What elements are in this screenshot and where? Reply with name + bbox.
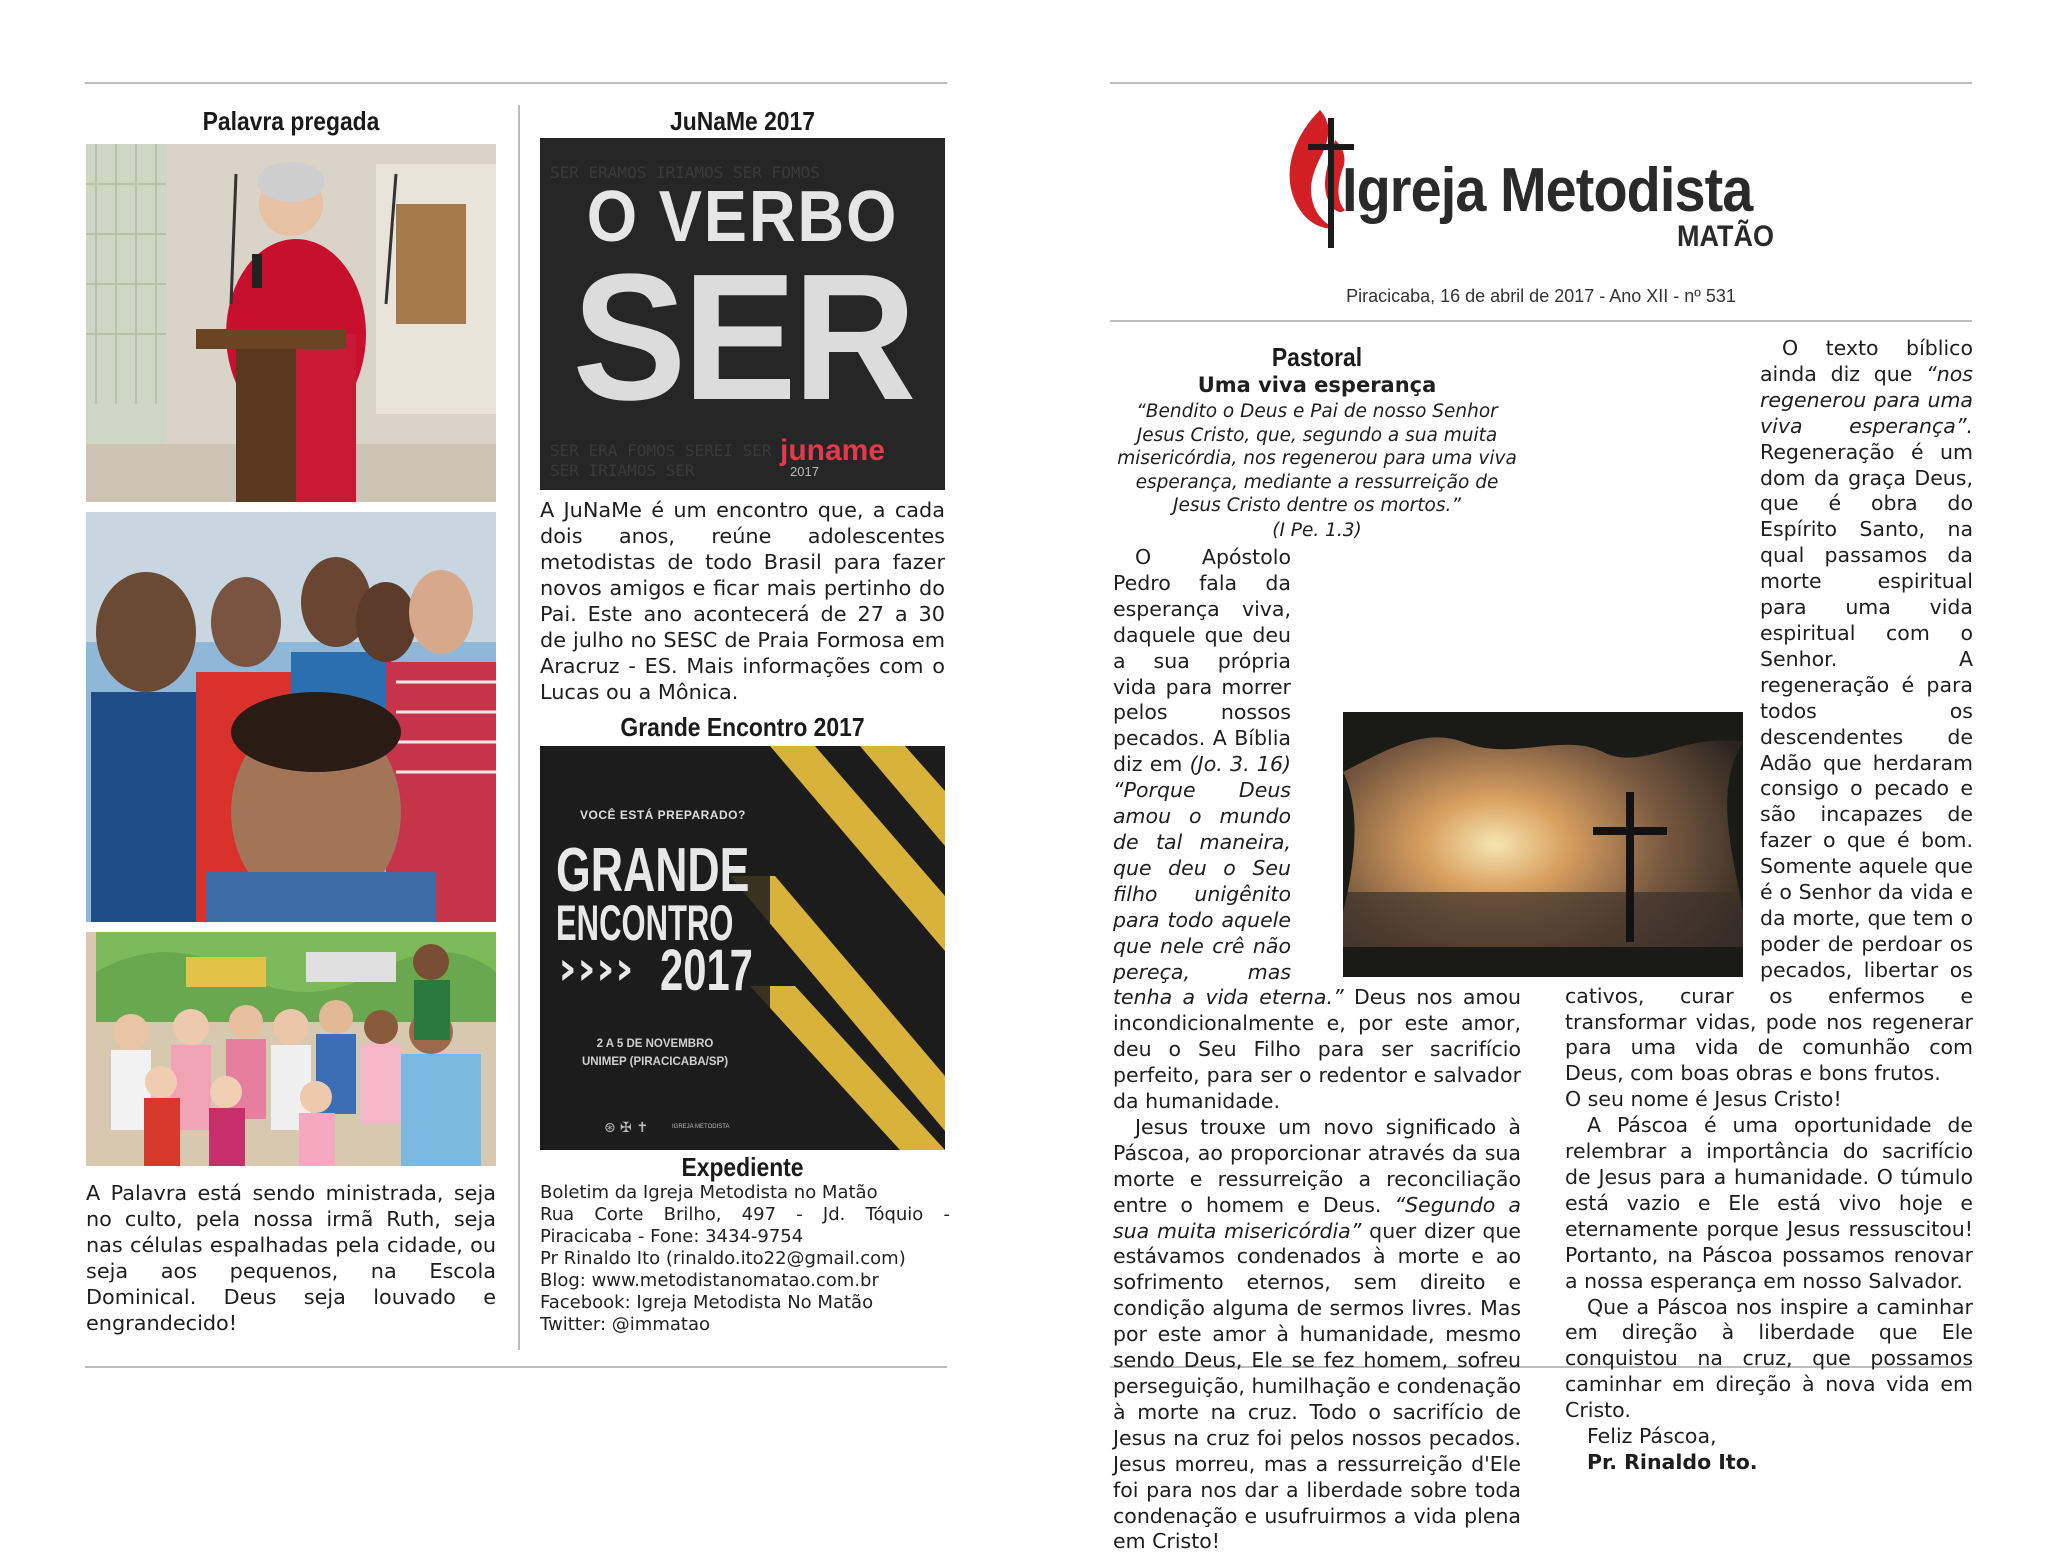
- image-float-space-2: [1565, 699, 1760, 972]
- expediente-line-1: Boletim da Igreja Metodista no Matão: [540, 1182, 878, 1203]
- pastoral-article-title: Uma viva esperança: [1197, 373, 1437, 397]
- expediente-line-5: Blog: www.metodistanomatao.com.br: [540, 1270, 879, 1291]
- pastoral-flow-col1: [1113, 545, 1521, 1554]
- poster-bg-text-1: SER ERAMOS IRIAMOS SER FOMOS: [550, 163, 820, 182]
- ge-poster-arrows: ››››: [558, 941, 634, 995]
- juname-poster-brand: juname: [780, 434, 886, 467]
- pastoral-verse-ref: (I Pe. 1.3): [1272, 520, 1362, 541]
- expediente-line-4: Pr Rinaldo Ito (rinaldo.ito22@gmail.com): [540, 1248, 906, 1269]
- preacher-image: [86, 144, 496, 502]
- paragraph-1: O Apóstolo Pedro fala da esperança viva, daquele que deu a sua própria vida para morrer pelos nossos pecados. A Bíblia diz em (Jo. 3. 16) “Porque Deus amou o mundo de tal maneira, que deu o Seu filho unigênito para todo aquele que nele crê não pereça, mas tenha a vida eterna.” Deus nos amou incondicionalmente e, por este amor, deu o Seu Filho para ser sacrifício perfeito, para ser o redentor e salvador da humanidade.: [1113, 545, 1521, 1114]
- expediente-title: Expediente: [681, 1152, 804, 1182]
- paragraph-5: A Páscoa é uma oportunidade de relembrar a importância do sacrifício de Jesus para a humanidade. O túmulo está vazio e Ele está vivo hoje e eternamente porque Jesus ressuscitou! Portanto, na Páscoa possamos renovar a nossa esperança em nosso Salvador.: [1565, 1113, 1973, 1293]
- closing: Feliz Páscoa,: [1587, 1424, 1717, 1449]
- poster-bg-text-2: SER ERA FOMOS SEREI SER: [550, 441, 772, 460]
- juname-poster: [540, 138, 945, 490]
- pastoral-verse: “Bendito o Deus e Pai de nosso Senhor Jesus Cristo, que, segundo a sua muita misericórdia, nos regenerou para uma viva esperança, mediante a ressurreição de Jesus Cristo dentre os mortos.”: [1117, 401, 1517, 516]
- left-bottom-rule: [85, 1366, 947, 1368]
- logo-sub: MATÃO: [1677, 220, 1774, 253]
- pastoral-flow-col2: [1565, 336, 1973, 1474]
- juname-poster-year: 2017: [790, 464, 819, 479]
- ge-poster-line1: GRANDE: [556, 836, 750, 905]
- right-header-rule: [1110, 320, 1972, 322]
- children-image: [86, 932, 496, 1166]
- ge-poster-date: 2 A 5 DE NOVEMBRO: [596, 1038, 714, 1050]
- expediente-line-6: Facebook: Igreja Metodista No Matão: [540, 1292, 874, 1313]
- left-top-rule: [85, 82, 947, 84]
- photo-youth-group: [86, 512, 496, 922]
- expediente-line-3: Piracicaba - Fone: 3434-9754: [540, 1226, 804, 1247]
- juname-text: A JuNaMe é um encontro que, a cada dois anos, reúne adolescentes metodistas de todo Brasil para fazer novos amigos e ficar mais pertinho do Pai. Este ano acontecerá de 27 a 30 de julho no SESC de Praia Formosa em Aracruz - ES. Mais informações com o Lucas ou a Mônica.: [540, 498, 945, 704]
- logo-name: Igreja Metodista: [1342, 156, 1753, 225]
- image-float-space: [1291, 700, 1521, 973]
- paragraph-4: O seu nome é Jesus Cristo!: [1565, 1087, 1842, 1112]
- paragraph-2: Jesus trouxe um novo significado à Páscoa, ao proporcionar através da sua morte e ressurreição a reconciliação entre o homem e Deus. “Segundo a sua muita misericórdia” quer dizer que estávamos condenados à morte e ao sofrimento eternos, sem direito e condição alguma de sermos livres. Mas por este amor à humanidade, mesmo sendo Deus, Ele se fez homem, sofreu perseguição, humilhação e condenação à morte na cruz. Todo o sacrifício de Jesus na cruz foi pelos nossos pecados. Jesus morreu, mas a ressurreição d'Ele foi para nos dar a liberdade sobre toda condenação e usufruirmos a vida plena em Cristo!: [1113, 1114, 1521, 1554]
- issue-line: Piracicaba, 16 de abril de 2017 - Ano XII - nº 531: [1346, 286, 1736, 306]
- paragraph-6: Que a Páscoa nos inspire a caminhar em direção à liberdade que Ele conquistou na cruz, que possamos caminhar em direção à nova vida em Cristo.: [1565, 1294, 1973, 1423]
- juname-title: JuNaMe 2017: [669, 106, 815, 136]
- ge-poster-place: UNIMEP (PIRACICABA/SP): [581, 1056, 729, 1068]
- juname-poster-line2: SER: [572, 237, 913, 438]
- photo-preacher: [86, 144, 496, 502]
- grande-encontro-poster: [540, 746, 945, 1150]
- expediente-line-2: Rua Corte Brilho, 497 - Jd. Tóquio -: [540, 1204, 950, 1225]
- ge-poster-question: VOCÊ ESTÁ PREPARADO?: [580, 808, 746, 822]
- left-column-divider: [518, 105, 520, 1350]
- palavra-caption: A Palavra está sendo ministrada, seja no culto, pela nossa irmã Ruth, seja nas células espalhadas pela cidade, ou seja aos pequenos, na Escola Dominical. Deus seja louvado e engrandecido!: [86, 1181, 496, 1335]
- juname-poster-line1: O VERBO: [586, 177, 899, 257]
- palavra-pregada-title: Palavra pregada: [202, 106, 380, 136]
- grande-encontro-title: Grande Encontro 2017: [620, 712, 865, 742]
- ge-poster-footer-brand: IGREJA METODISTA: [672, 1124, 730, 1130]
- expediente-line-7: Twitter: @immatao: [540, 1314, 710, 1335]
- youth-group-image: [86, 512, 496, 922]
- poster-bg-text-3: SER IRIAMOS SER: [550, 461, 695, 480]
- right-top-rule: [1110, 82, 1972, 84]
- ge-poster-line2: ENCONTRO: [556, 895, 734, 951]
- signature: Pr. Rinaldo Ito.: [1587, 1449, 1758, 1474]
- expediente-block: [540, 1182, 950, 1336]
- ge-poster-year: 2017: [660, 938, 753, 1003]
- ge-poster-footer-icons: ⊛ ✠ ✝: [604, 1120, 649, 1136]
- pastoral-section-title: Pastoral: [1271, 342, 1363, 372]
- photo-children: [86, 932, 496, 1166]
- paragraph-3: O texto bíblico ainda diz que “nos regenerou para uma viva esperança”. Regeneração é um dom da graça Deus, que é obra do Espírito Santo, na qual passamos da morte espiritual para uma vida espiritual com o Senhor. A regeneração é para todos os descendentes de Adão que herdaram consigo o pecado e são incapazes de fazer o que é bom. Somente aquele que é o Senhor da vida e da morte, que tem o poder de perdoar os pecados, libertar os cativos, curar os enfermos e transformar vidas, pode nos regenerar para uma vida de comunhão com Deus, com boas obras e bons frutos.: [1565, 336, 1973, 1086]
- header-logo: [1280, 100, 1800, 260]
